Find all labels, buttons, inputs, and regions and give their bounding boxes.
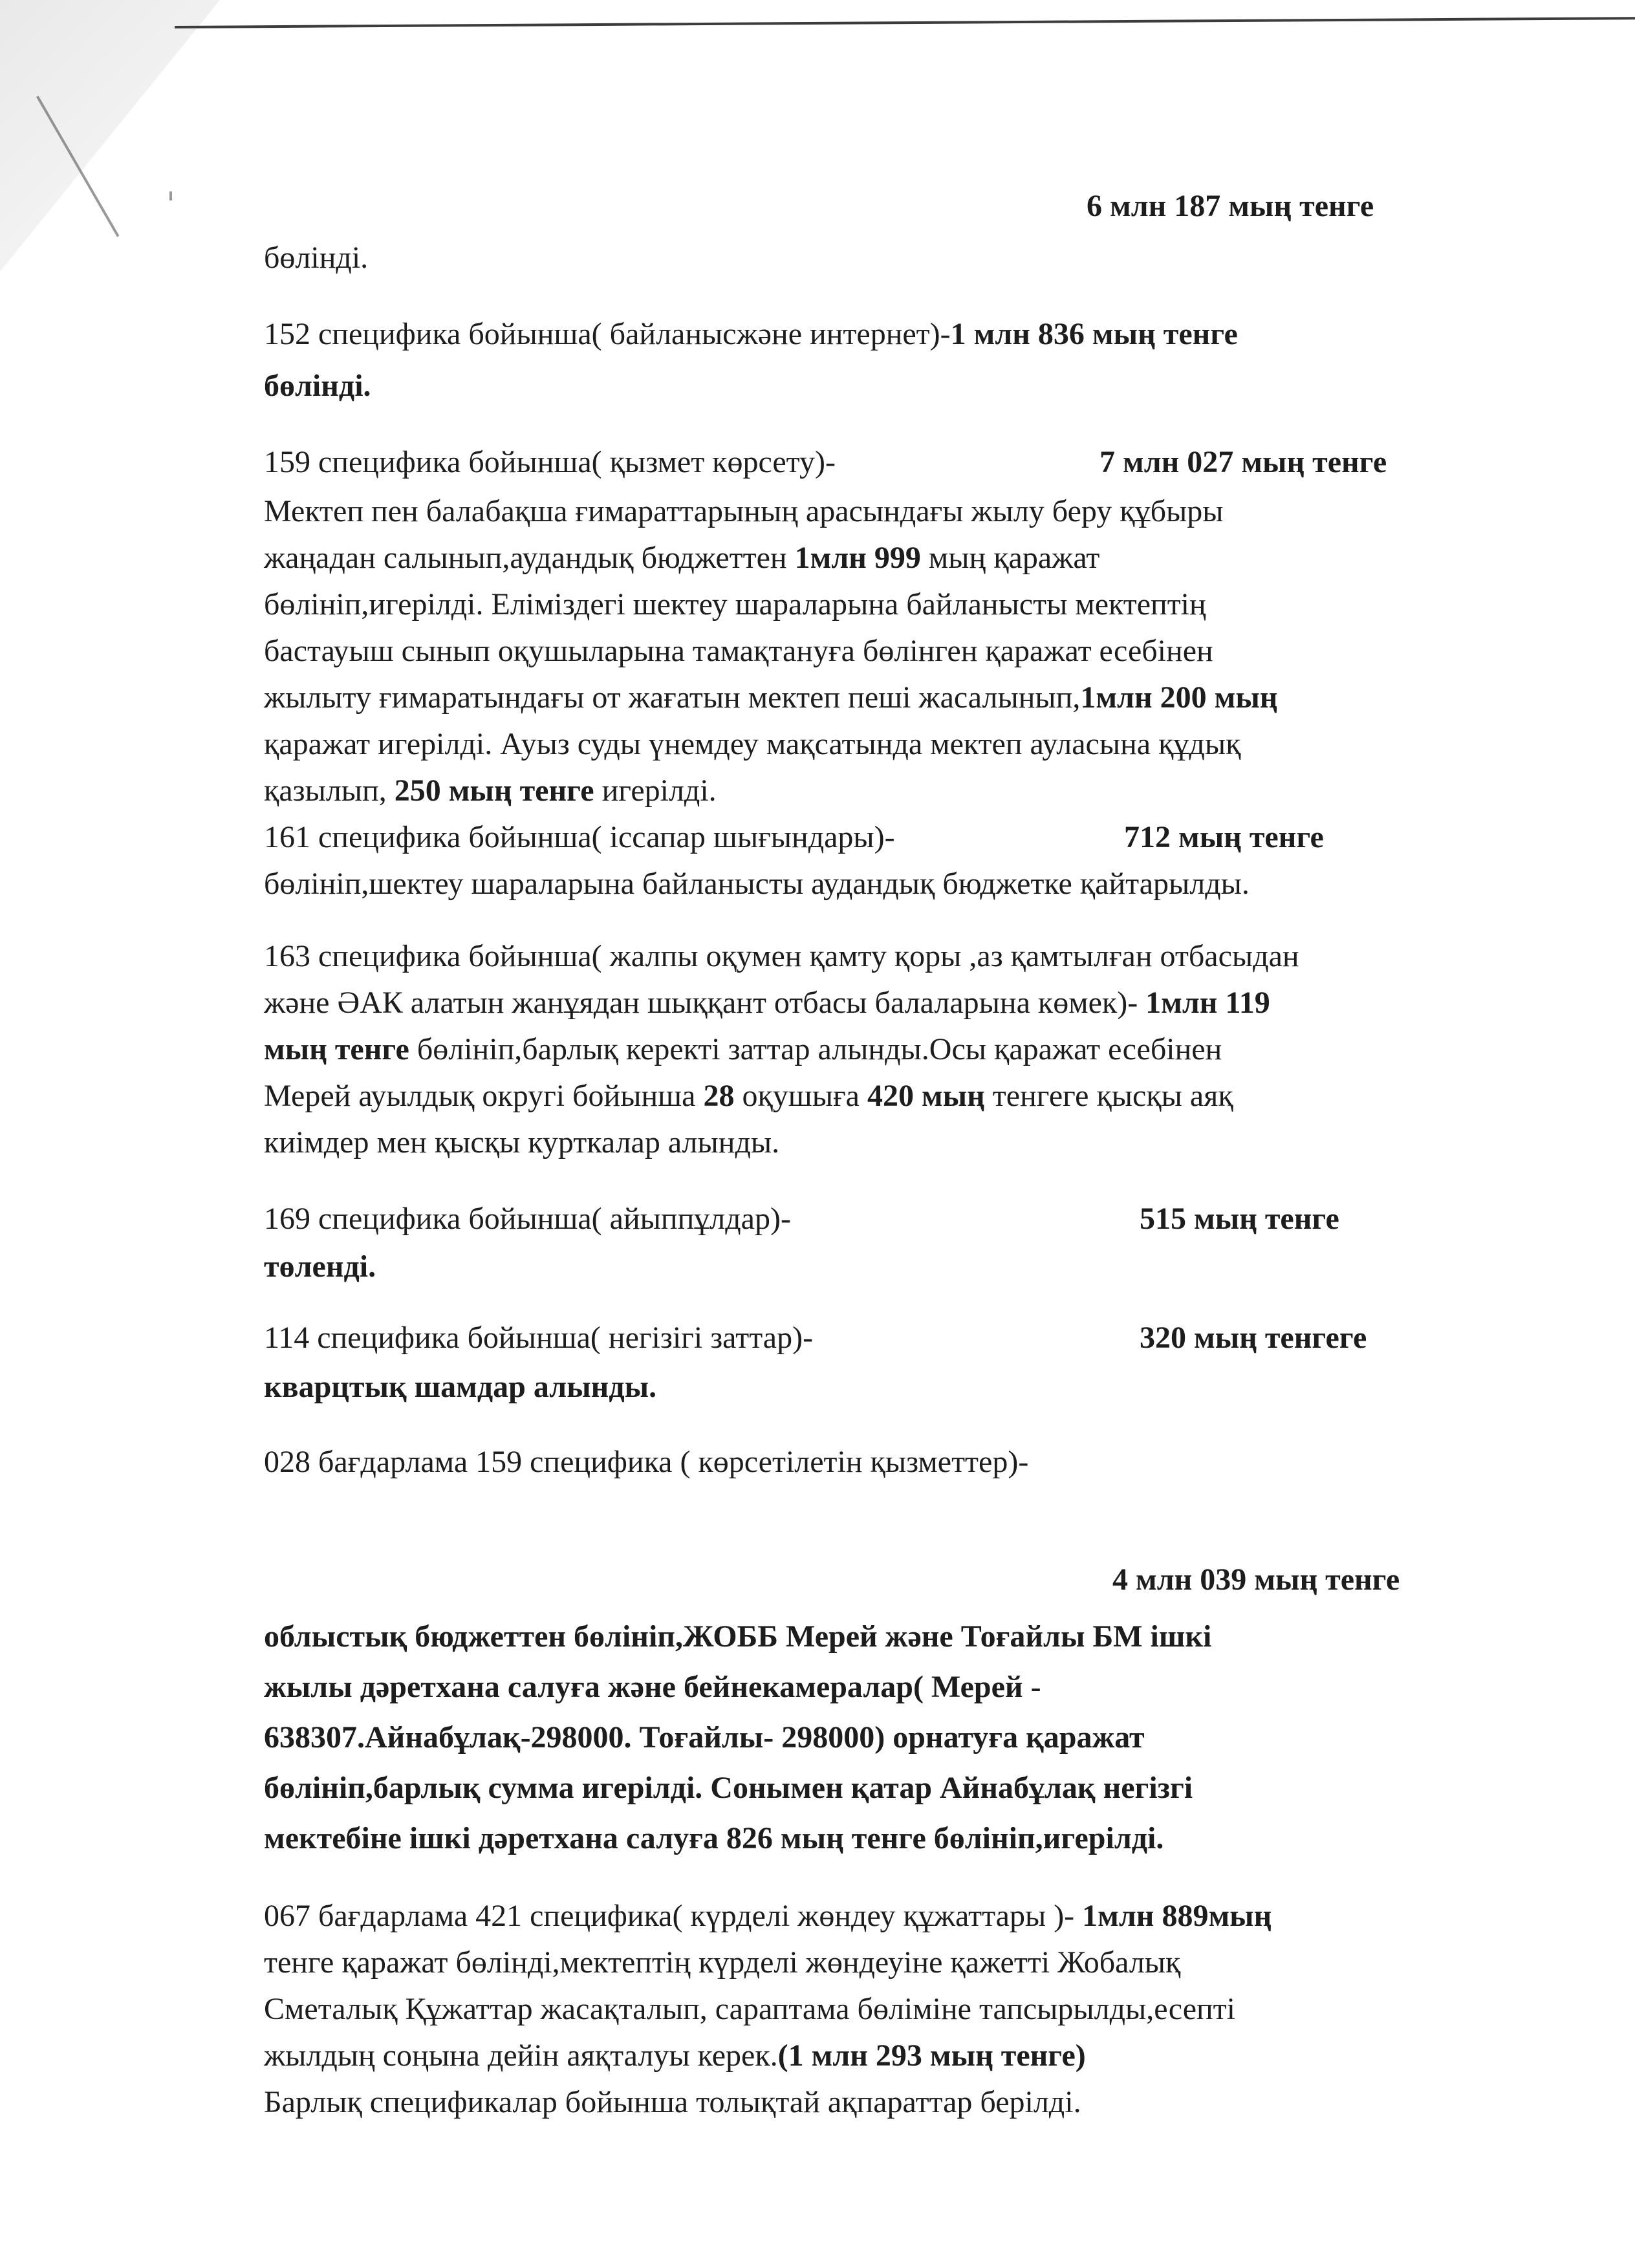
line-26: облыстық бюджеттен бөлініп,ЖОББ Мерей және Тоғайлы БМ ішкі [264, 1619, 1212, 1654]
line-10: жылыту ғимаратындағы от жағатын мектеп пеші жасалынып,1млн 200 мың [264, 680, 1278, 715]
line-20: 169 специфика бойынша( айыппұлдар)- 515 мың тенге [264, 1202, 1339, 1236]
line-11: қаражат игерілді. Ауыз суды үнемдеу мақсатында мектеп ауласына құдық [264, 727, 1241, 761]
line-13: 161 специфика бойынша( іссапар шығындары)- 712 мың тенге [264, 820, 1324, 854]
line-12: қазылып, 250 мың тенге игерілді. [264, 773, 717, 808]
line-35: Барлық спецификалар бойынша толықтай ақпараттар берілді. [264, 2085, 1081, 2119]
line-30: мектебіне ішкі дәретхана салуға 826 мың тенге бөлініп,игерілді. [264, 1821, 1164, 1855]
line-16: және ӘАК алатын жанұядан шыққант отбасы балаларына көмек)- 1млн 119 [264, 986, 1270, 1020]
line-29: бөлініп,барлық сумма игерілді. Сонымен қатар Айнабұлақ негізгі [264, 1771, 1193, 1805]
line-34: жылдың соңына дейін аяқталуы керек.(1 млн 293 мың тенге) [264, 2038, 1086, 2073]
line-32: тенге қаражат бөлінді,мектептің күрделі жөндеуіне қажетті Жобалық [264, 1945, 1181, 1980]
line-33: Сметалық Құжаттар жасақталып, сараптама бөліміне тапсырылды,есепті [264, 1992, 1235, 2026]
line-21: төленді. [264, 1249, 376, 1284]
scan-mark [169, 191, 172, 200]
scanned-page: 6 млн 187 мың тенге бөлінді. 152 специфика бойынша( байланысжәне интернет)-1 млн 836 мың тенге бөлінді. 159 специфика бойынша( қызмет көрсету)- 7 млн 027 мың тенге Мектеп пен балабақша ғимараттарының арасындағы жылу беру құбыры жаңадан салынып,аудандық бюджеттен 1млн 999 мың қаражат бөлініп,игерілді. Еліміздегі шектеу шараларына байланысты мектептің бастауыш сынып оқушыларына тамақтануға бөлінген қаражат есебінен жылыту ғимаратындағы от жағатын мектеп пеші жасалынып,1млн 200 мың қаражат игерілді. Ауыз суды үнемдеу мақсатында мектеп ауласына құдық қазылып, 250 мың тенге игерілді. 161 специфика бойынша( іссапар шығындары)- 712 мың тенге бөлініп,шектеу шараларына байланысты аудандық бюджетке қайтарылды. 163 специфика бойынша( жалпы оқумен қамту қоры ,аз қамтылған отбасыдан және ӘАК алатын жанұядан шыққант отбасы балаларына көмек)- 1млн 119 мың тенге бөлініп,барлық керекті заттар алынды.Осы қаражат есебінен Мерей ауылдық округі бойынша 28 оқушыға 420 мың тенгеге қысқы аяқ киімдер мен қысқы курткалар алынды. 169 специфика бойынша( айыппұлдар)- 515 мың тенге төленді. 114 специфика бойынша( негізігі заттар)- 320 мың тенгеге кварцтық шамдар алынды. 028 бағдарлама 159 специфика ( көрсетілетін қызметтер)- 4 млн 039 мың тенге облыстық бюджеттен бөлініп,ЖОББ Мерей және Тоғайлы БМ ішкі жылы дәретхана салуға және бейнекамералар( Мерей - 638307.Айнабұлақ-298000. Тоғайлы- 298000) орнатуға қаражат бөлініп,барлық сумма игерілді. Сонымен қатар Айнабұлақ негізгі мектебіне ішкі дәретхана салуға 826 мың тенге бөлініп,игерілді. 067 бағдарлама 421 специфика( күрделі жөндеу құжаттары )- 1млн 889мың тенге қаражат бөлінді,мектептің күрделі жөндеуіне қажетті Жобалық Сметалық Құжаттар жасақталып, сараптама бөліміне тапсырылды,есепті жылдың соңына дейін аяқталуы керек.(1 млн 293 мың тенге) Барлық спецификалар бойынша толықтай ақпараттар берілді. [0, 0, 1635, 2268]
line-9: бастауыш сынып оқушыларына тамақтануға бөлінген қаражат есебінен [264, 634, 1213, 668]
line-22: 114 специфика бойынша( негізігі заттар)- 320 мың тенгеге [264, 1321, 1367, 1355]
line-15: 163 специфика бойынша( жалпы оқумен қамту қоры ,аз қамтылған отбасыдан [264, 939, 1299, 973]
line-2: бөлінді. [264, 241, 369, 275]
line-31: 067 бағдарлама 421 специфика( күрделі жөндеу құжаттары )- 1млн 889мың [264, 1899, 1272, 1933]
line-28: 638307.Айнабұлақ-298000. Тоғайлы- 298000) орнатуға қаражат [264, 1720, 1145, 1755]
line-7: жаңадан салынып,аудандық бюджеттен 1млн 999 мың қаражат [264, 541, 1100, 575]
line-19: киімдер мен қысқы курткалар алынды. [264, 1125, 780, 1160]
folded-corner [0, 0, 220, 272]
line-6: Мектеп пен балабақша ғимараттарының арасындағы жылу беру құбыры [264, 494, 1224, 528]
line-4: бөлінді. [264, 369, 371, 403]
line-24: 028 бағдарлама 159 специфика ( көрсетілетін қызметтер)- [264, 1445, 1029, 1479]
line-27: жылы дәретхана салуға және бейнекамералар( Мерей - [264, 1670, 1041, 1704]
line-3: 152 специфика бойынша( байланысжәне интернет)-1 млн 836 мың тенге [264, 317, 1238, 351]
line-18: Мерей ауылдық округі бойынша 28 оқушыға 420 мың тенгеге қысқы аяқ [264, 1079, 1233, 1113]
page-edge-top [175, 17, 1635, 39]
line-23: кварцтық шамдар алынды. [264, 1370, 657, 1404]
line-8: бөлініп,игерілді. Еліміздегі шектеу шараларына байланысты мектептің [264, 587, 1206, 621]
line-5: 159 специфика бойынша( қызмет көрсету)- 7 млн 027 мың тенге [264, 445, 1387, 479]
line-14: бөлініп,шектеу шараларына байланысты аудандық бюджетке қайтарылды. [264, 867, 1250, 901]
line-17: мың тенге бөлініп,барлық керекті заттар алынды.Осы қаражат есебінен [264, 1032, 1222, 1066]
